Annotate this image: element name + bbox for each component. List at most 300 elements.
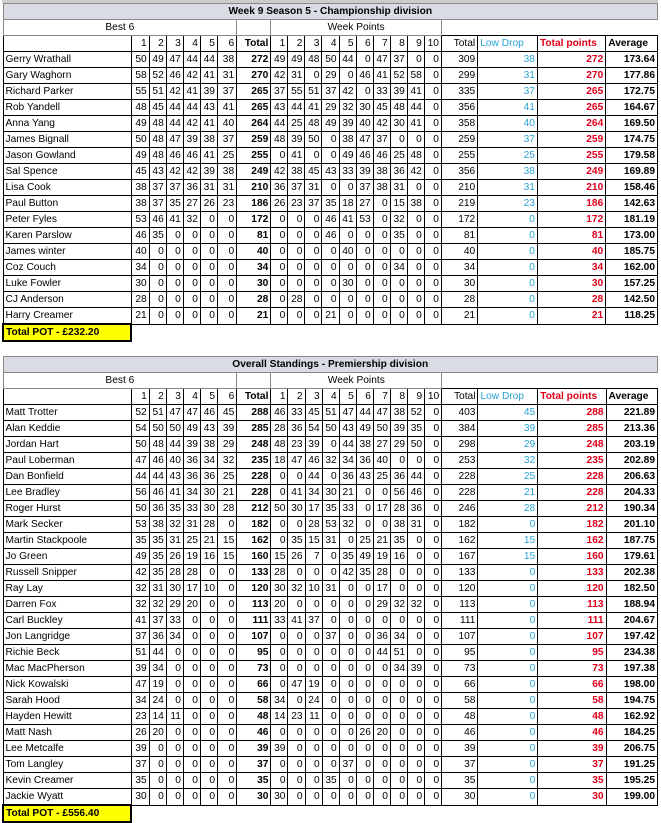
week-total: 356 (441, 164, 477, 180)
week-score: 30 (271, 581, 288, 597)
table-row (3, 308, 658, 325)
average: 204.67 (606, 613, 657, 629)
best-total: 264 (237, 116, 271, 132)
week-score: 44 (373, 645, 390, 661)
best-total: 66 (237, 677, 271, 693)
best-score: 48 (149, 132, 166, 148)
premiership-section (2, 356, 658, 823)
best-score: 53 (131, 517, 149, 533)
best-score: 0 (183, 629, 200, 645)
week-score: 0 (271, 276, 288, 292)
week-score: 49 (288, 52, 305, 68)
week-score: 35 (322, 196, 339, 212)
week-score: 19 (305, 677, 322, 693)
week-score: 0 (339, 677, 356, 693)
best-score: 37 (217, 84, 236, 100)
average: 118.25 (606, 308, 658, 325)
best-score: 38 (131, 180, 149, 196)
week-col-header: 4 (322, 36, 339, 52)
average: 142.63 (606, 196, 658, 212)
week-score: 0 (305, 68, 322, 84)
best-score: 34 (166, 629, 183, 645)
best-score: 27 (183, 196, 200, 212)
low-drop: 0 (478, 276, 538, 292)
best-score: 17 (183, 581, 200, 597)
week-score: 37 (288, 180, 305, 196)
player-name: Matt Trotter (3, 405, 131, 421)
best-score: 41 (200, 148, 217, 164)
low-drop: 37 (478, 84, 538, 100)
week-score: 0 (288, 773, 305, 789)
low-drop: 38 (478, 164, 538, 180)
week-total: 81 (441, 228, 477, 244)
week-total: 120 (442, 581, 478, 597)
week-score: 56 (390, 485, 407, 501)
low-drop: 0 (478, 661, 538, 677)
week-score: 46 (322, 228, 339, 244)
week-score: 0 (356, 52, 373, 68)
week-score: 53 (356, 212, 373, 228)
week-score: 0 (373, 276, 390, 292)
group-spacer (237, 20, 271, 36)
average: 162.00 (606, 260, 658, 276)
week-score: 32 (322, 453, 339, 469)
week-total: 35 (442, 773, 478, 789)
week-score: 42 (271, 68, 288, 84)
table-row (3, 469, 658, 485)
week-total: 298 (442, 437, 478, 453)
total-points-header: Total points (537, 36, 605, 52)
best-score: 42 (166, 84, 183, 100)
week-score: 0 (322, 292, 339, 308)
week-score: 0 (356, 677, 373, 693)
week-score: 28 (271, 421, 288, 437)
week-col-header: 2 (288, 389, 305, 405)
week-score: 0 (339, 597, 356, 613)
week-score: 0 (339, 645, 356, 661)
best-score: 29 (166, 597, 183, 613)
week-score: 0 (288, 661, 305, 677)
week-score: 0 (271, 292, 288, 308)
table-row (3, 453, 658, 469)
best-score: 50 (166, 421, 183, 437)
best-col-header: 5 (200, 36, 217, 52)
week-score: 0 (339, 693, 356, 709)
week-score: 36 (356, 453, 373, 469)
player-name: James winter (3, 244, 131, 260)
week-score: 0 (356, 581, 373, 597)
best-score: 0 (217, 292, 236, 308)
total-points: 270 (537, 68, 605, 84)
best-score: 39 (183, 132, 200, 148)
average: 201.10 (606, 517, 657, 533)
average: 221.89 (606, 405, 657, 421)
week-score: 0 (305, 741, 322, 757)
table-row (3, 773, 658, 789)
best-score: 35 (149, 565, 166, 581)
total-pot: Total POT - £556.40 (3, 805, 131, 822)
week-col-header: 8 (390, 389, 407, 405)
week-score: 15 (305, 533, 322, 549)
week-score: 0 (425, 613, 442, 629)
week-score: 48 (407, 148, 424, 164)
best-score: 0 (149, 244, 166, 260)
week-score: 0 (424, 196, 441, 212)
week-score: 40 (339, 244, 356, 260)
week-score: 0 (288, 645, 305, 661)
low-drop: 0 (478, 565, 538, 581)
week-score: 37 (339, 757, 356, 773)
week-score: 0 (407, 260, 424, 276)
week-score: 38 (373, 164, 390, 180)
week-score: 0 (271, 228, 288, 244)
week-score: 29 (322, 100, 339, 116)
best-score: 46 (149, 453, 166, 469)
week-score: 49 (271, 52, 288, 68)
best-total: 265 (237, 100, 271, 116)
week-score: 0 (322, 437, 339, 453)
week-total: 384 (442, 421, 478, 437)
week-score: 37 (322, 629, 339, 645)
week-score: 29 (373, 597, 390, 613)
player-name: Jackie Wyatt (3, 789, 131, 806)
top-divider (2, 0, 658, 3)
week-score: 0 (305, 212, 322, 228)
best-score: 30 (200, 485, 217, 501)
best-score: 34 (149, 661, 166, 677)
low-drop-header: Low Drop (478, 389, 538, 405)
best-score: 0 (200, 244, 217, 260)
best-total: 95 (237, 645, 271, 661)
best-score: 41 (200, 116, 217, 132)
week-score: 0 (424, 308, 441, 325)
best-score: 0 (166, 244, 183, 260)
best-total: 58 (237, 693, 271, 709)
week-score: 35 (288, 533, 305, 549)
week-score: 31 (322, 581, 339, 597)
week-score: 19 (373, 549, 390, 565)
week-score: 0 (271, 629, 288, 645)
week-score: 0 (271, 661, 288, 677)
week-score: 0 (424, 292, 441, 308)
total-points-header: Total points (538, 389, 606, 405)
week-score: 30 (390, 116, 407, 132)
pot-blank (131, 324, 657, 341)
week-score: 46 (322, 212, 339, 228)
week-score: 27 (356, 196, 373, 212)
best-total: 248 (237, 437, 271, 453)
best-score: 0 (200, 228, 217, 244)
week-col-header: 8 (390, 36, 407, 52)
best-total: 272 (237, 52, 271, 68)
average: 179.58 (606, 148, 658, 164)
week-score: 0 (288, 741, 305, 757)
week-score: 46 (408, 485, 425, 501)
low-drop: 0 (478, 677, 538, 693)
week-score: 37 (271, 84, 288, 100)
week-score: 0 (390, 613, 407, 629)
best-total: 113 (237, 597, 271, 613)
best-score: 34 (200, 453, 217, 469)
week-score: 0 (322, 709, 339, 725)
week-score: 0 (424, 244, 441, 260)
average: 181.19 (606, 212, 658, 228)
best-score: 46 (149, 212, 166, 228)
week-score: 0 (425, 661, 442, 677)
best-score: 42 (166, 164, 183, 180)
week-col-header: 5 (339, 36, 356, 52)
best-score: 0 (149, 789, 166, 806)
best-score: 29 (218, 437, 237, 453)
best-total: 35 (237, 773, 271, 789)
average: 187.75 (606, 533, 657, 549)
table-row (3, 196, 658, 212)
total-points: 182 (538, 517, 606, 533)
average-header: Average (606, 36, 658, 52)
best-score: 50 (131, 132, 149, 148)
week-score: 43 (271, 100, 288, 116)
player-name: Jordan Hart (3, 437, 131, 453)
best-total: 28 (237, 292, 271, 308)
player-name: Roger Hurst (3, 501, 131, 517)
player-name: Gerry Wrathall (3, 52, 131, 68)
week-score: 0 (305, 292, 322, 308)
week-score: 20 (271, 597, 288, 613)
week-score: 0 (339, 260, 356, 276)
table-row (3, 677, 658, 693)
best-score: 53 (131, 212, 149, 228)
week-total: 335 (441, 84, 477, 100)
week-score: 0 (424, 180, 441, 196)
week-score: 48 (271, 132, 288, 148)
best-score: 30 (131, 789, 149, 806)
total-points: 30 (538, 789, 606, 806)
week-score: 0 (424, 228, 441, 244)
week-score: 18 (271, 453, 288, 469)
best-score: 44 (183, 100, 200, 116)
week-total: 299 (441, 68, 477, 84)
week-score: 36 (373, 629, 390, 645)
week-score: 0 (271, 757, 288, 773)
low-drop: 0 (478, 789, 538, 806)
table-row (3, 693, 658, 709)
week-score: 0 (322, 132, 339, 148)
table-row (3, 501, 658, 517)
best-score: 56 (131, 485, 149, 501)
week-score: 0 (356, 757, 373, 773)
week-score: 49 (322, 116, 339, 132)
player-name: Lee Metcalfe (3, 741, 131, 757)
best-col-header: 3 (166, 36, 183, 52)
low-drop: 31 (478, 180, 538, 196)
average: 162.92 (606, 709, 657, 725)
week-score: 34 (390, 661, 407, 677)
week-score: 0 (271, 725, 288, 741)
week-score: 32 (339, 100, 356, 116)
table-row (3, 789, 658, 806)
week-total: 309 (441, 52, 477, 68)
best-col-header: 6 (218, 389, 237, 405)
best-score: 0 (217, 276, 236, 292)
week-score: 0 (425, 789, 442, 806)
week-score: 37 (322, 84, 339, 100)
week-score: 10 (305, 581, 322, 597)
week-score: 38 (339, 132, 356, 148)
table-row (3, 565, 658, 581)
week-score: 37 (373, 132, 390, 148)
best-total: 39 (237, 741, 271, 757)
average: 202.38 (606, 565, 657, 581)
player-name: Harry Creamer (3, 308, 131, 325)
total-points: 28 (537, 292, 605, 308)
best-score: 36 (149, 501, 166, 517)
week-score: 0 (305, 260, 322, 276)
best6-label: Best 6 (3, 373, 237, 389)
average: 142.50 (606, 292, 658, 308)
week-score: 0 (424, 164, 441, 180)
week-score: 50 (322, 52, 339, 68)
table-row (3, 485, 658, 501)
week-score: 50 (408, 437, 425, 453)
week-score: 0 (288, 517, 305, 533)
week-total: 167 (442, 549, 478, 565)
best-total: 34 (237, 260, 271, 276)
week-score: 0 (305, 629, 322, 645)
week-score: 28 (305, 517, 322, 533)
weekpoints-label: Week Points (271, 373, 442, 389)
week-score: 0 (322, 244, 339, 260)
best-score: 50 (131, 52, 149, 68)
week-score: 0 (408, 533, 425, 549)
best-score: 0 (166, 757, 183, 773)
best-score: 37 (131, 629, 149, 645)
week-score: 0 (373, 308, 390, 325)
best-score: 23 (131, 709, 149, 725)
week-score: 0 (339, 789, 356, 806)
low-drop: 23 (478, 196, 538, 212)
week-score: 0 (322, 613, 339, 629)
best-score: 36 (183, 469, 200, 485)
week-score: 0 (271, 148, 288, 164)
best-col-header: 6 (217, 36, 236, 52)
best-score: 47 (166, 52, 183, 68)
best-score: 32 (218, 453, 237, 469)
week-total-header: Total (442, 389, 478, 405)
best-score: 28 (218, 501, 237, 517)
pot-blank (131, 805, 657, 822)
low-drop: 31 (478, 68, 538, 84)
best-score: 0 (218, 773, 237, 789)
player-name: Carl Buckley (3, 613, 131, 629)
week-score: 0 (373, 709, 390, 725)
best-score: 21 (131, 308, 149, 325)
best-score: 44 (149, 469, 166, 485)
week-score: 0 (288, 725, 305, 741)
average: 206.63 (606, 469, 657, 485)
week-score: 0 (373, 244, 390, 260)
week-score: 0 (373, 613, 390, 629)
best-score: 39 (131, 661, 149, 677)
week-score: 0 (425, 437, 442, 453)
best-score: 0 (218, 725, 237, 741)
week-score: 0 (390, 581, 407, 597)
total-points: 21 (537, 308, 605, 325)
best-score: 0 (183, 757, 200, 773)
best-score: 38 (200, 132, 217, 148)
best-score: 0 (149, 741, 166, 757)
week-score: 0 (288, 260, 305, 276)
week-score: 25 (390, 148, 407, 164)
average: 172.75 (606, 84, 658, 100)
week-total: 48 (442, 709, 478, 725)
low-drop: 0 (478, 773, 538, 789)
low-drop: 0 (478, 244, 538, 260)
week-score: 0 (356, 228, 373, 244)
week-total: 356 (441, 100, 477, 116)
week-score: 39 (408, 661, 425, 677)
week-score: 51 (305, 84, 322, 100)
week-score: 36 (390, 469, 407, 485)
table-row (3, 276, 658, 292)
week-score: 49 (339, 148, 356, 164)
best-score: 44 (200, 52, 217, 68)
best-score: 0 (183, 773, 200, 789)
week-total: 403 (442, 405, 478, 421)
week-score: 0 (288, 693, 305, 709)
best-score: 58 (131, 68, 149, 84)
week-score: 0 (271, 308, 288, 325)
week-score: 46 (271, 405, 288, 421)
low-drop: 0 (478, 212, 538, 228)
week-total: 113 (442, 597, 478, 613)
week-total: 259 (441, 132, 477, 148)
week-total: 107 (442, 629, 478, 645)
player-name: Sarah Hood (3, 693, 131, 709)
average: 173.64 (606, 52, 658, 68)
best-score: 0 (218, 629, 237, 645)
best-score: 32 (183, 212, 200, 228)
section-title: Overall Standings - Premiership division (3, 357, 658, 373)
week-score: 35 (322, 501, 339, 517)
low-drop: 0 (478, 228, 538, 244)
week-score: 43 (339, 421, 356, 437)
week-score: 44 (288, 100, 305, 116)
low-drop: 0 (478, 613, 538, 629)
average: 182.50 (606, 581, 657, 597)
section-title: Week 9 Season 5 - Championship division (3, 4, 658, 20)
best-score: 0 (149, 292, 166, 308)
week-score: 48 (305, 116, 322, 132)
player-name: Alan Keddie (3, 421, 131, 437)
low-drop: 0 (478, 260, 538, 276)
week-score: 0 (356, 276, 373, 292)
week-score: 58 (407, 68, 424, 84)
group-header-row (3, 373, 658, 389)
week-col-header: 1 (271, 36, 288, 52)
week-score: 0 (322, 469, 339, 485)
week-score: 0 (305, 773, 322, 789)
week-score: 0 (424, 212, 441, 228)
best-score: 46 (183, 148, 200, 164)
best-score: 44 (166, 116, 183, 132)
week-col-header: 7 (373, 389, 390, 405)
average: 158.46 (606, 180, 658, 196)
column-header-row (3, 389, 658, 405)
table-row (3, 613, 658, 629)
best-score: 0 (200, 565, 217, 581)
best-score: 0 (200, 308, 217, 325)
week-score: 0 (339, 629, 356, 645)
